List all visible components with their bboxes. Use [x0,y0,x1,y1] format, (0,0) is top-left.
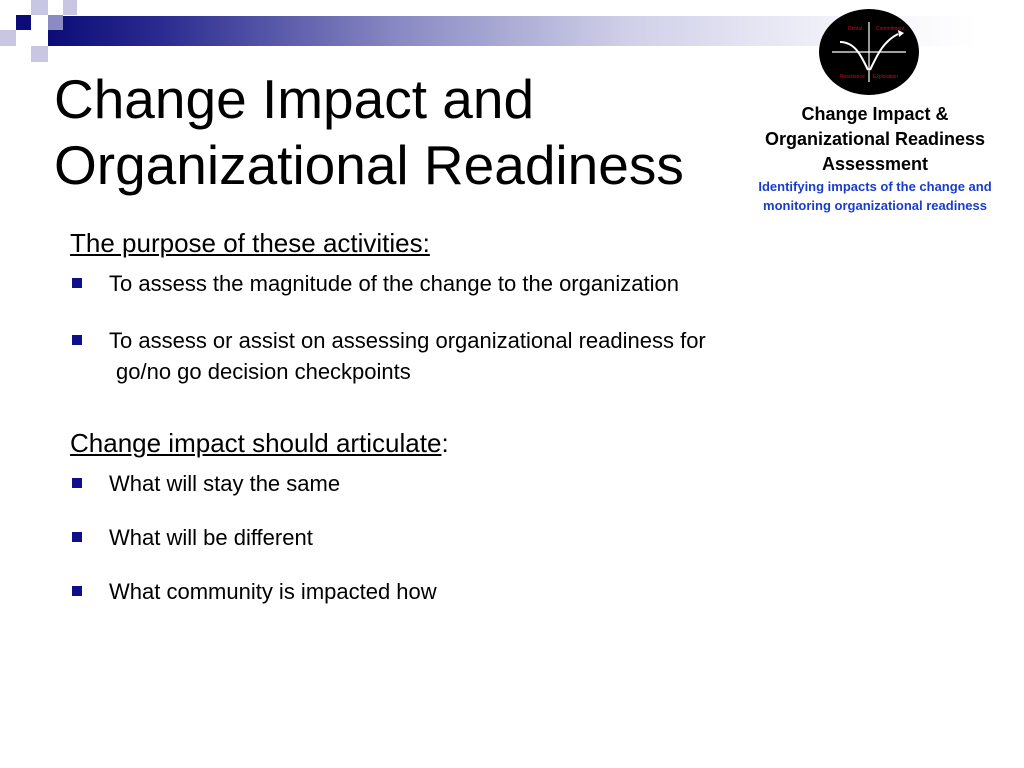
bullet-square-icon [72,478,82,488]
section-heading-purpose [70,228,430,258]
list-item [72,468,340,499]
logo-label-commitment: Commitment [876,26,905,32]
decor-square-mid-1 [48,15,63,30]
list-item [72,576,437,607]
list-item-text: To assess the magnitude of the change to the organization [109,271,679,296]
slide-title-line-2: Organizational Readiness [54,134,684,196]
decor-square-light-2 [63,0,77,15]
slide-title [54,66,734,198]
callout-subtitle-line-1: Identifying impacts of the change and [758,179,992,194]
slide-title-line-1: Change Impact and [54,68,535,130]
bullet-square-icon [72,586,82,596]
bullet-square-icon [72,278,82,288]
decor-square-light-3 [0,30,16,46]
callout-box [738,102,1012,215]
list-item [72,522,313,553]
callout-title-line-3: Assessment [821,154,929,174]
list-item [72,325,706,387]
section-heading-articulate-suffix: : [441,428,449,458]
callout-title-line-1: Change Impact & [801,104,949,124]
callout-subtitle-line-2: monitoring organizational readiness [763,198,987,213]
logo-label-exploration: Exploration [873,74,899,80]
section-heading-articulate [70,428,449,458]
decor-square-navy-1 [16,15,31,30]
list-item [72,268,679,299]
section-heading-purpose-text: The purpose of these activities: [70,228,430,258]
list-item-text: To assess or assist on assessing organizational readiness for [109,328,706,353]
logo-label-resistance: Resistance [840,74,865,80]
callout-title-line-2: Organizational Readiness [764,129,986,149]
decor-square-light-1 [31,0,48,15]
decor-square-navy-2 [16,46,31,54]
bullet-square-icon [72,532,82,542]
change-curve-logo-icon [818,8,920,96]
section-heading-articulate-text: Change impact should articulate [70,428,442,458]
list-item-text: What community is impacted how [109,579,437,604]
bullet-square-icon [72,335,82,345]
list-item-text: What will be different [109,525,313,550]
list-item-text-continuation: go/no go decision checkpoints [116,359,411,384]
decor-square-light-4 [31,46,48,62]
list-item-text: What will stay the same [109,471,341,496]
logo-label-denial: Denial [848,26,863,32]
